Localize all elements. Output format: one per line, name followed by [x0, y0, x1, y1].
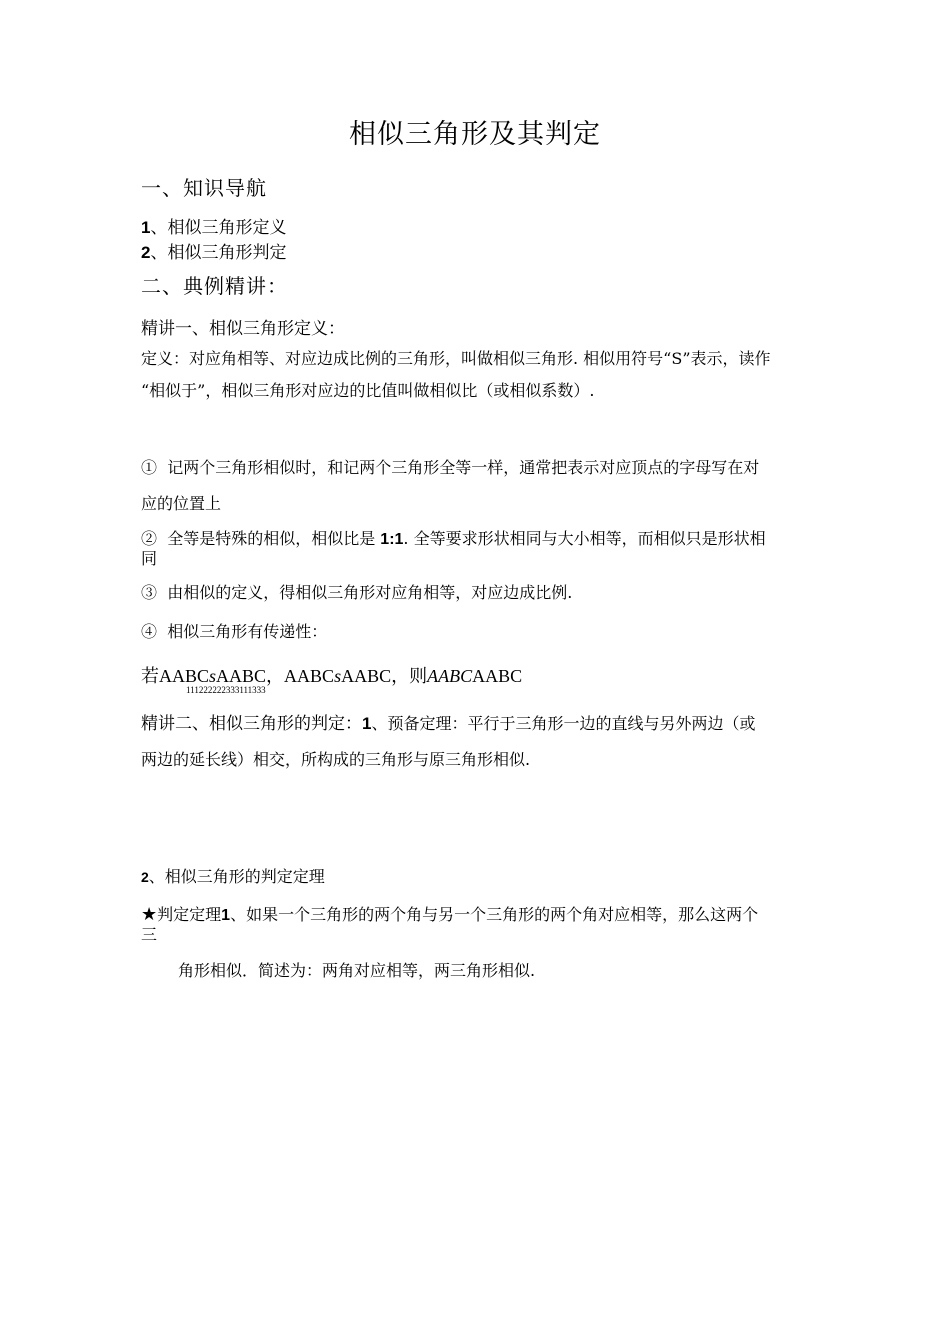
item-text: 、相似三角形判定 [150, 243, 287, 263]
note-marker: ③ [141, 583, 158, 602]
transitivity-formula: 若AABCsAABC，AABCsAABC，则AABCAABC [141, 666, 523, 686]
note-2-line-2: 同 [141, 549, 158, 568]
lecture2-heading: 精讲二、相似三角形的判定： [141, 714, 362, 734]
theorem-1-line-2: 角形相似．简述为：两角对应相等，两三角形相似. [178, 961, 536, 980]
list-item [141, 238, 286, 263]
formula-subscripts: 111222222333111333 [186, 685, 266, 695]
section-heading-examples: 二、典例精讲： [141, 274, 288, 298]
definition-line-1: 定义：对应角相等、对应边成比例的三角形，叫做相似三角形. 相似用符号“S”表示，读作 [141, 349, 771, 368]
lecture2-line-2: 两边的延长线）相交，所构成的三角形与原三角形相似. [141, 750, 531, 769]
item-number: 2 [141, 243, 151, 262]
note-marker: ④ [141, 622, 158, 641]
star-icon: ★ [141, 904, 158, 925]
lecture1-heading: 精讲一、相似三角形定义： [141, 319, 345, 339]
theorem-section-heading: 2、相似三角形的判定定理 [141, 867, 325, 886]
note-1-line-1: ① 记两个三角形相似时，和记两个三角形全等一样，通常把表示对应顶点的字母写在对 [141, 458, 760, 477]
section-heading-knowledge: 一、知识导航 [141, 176, 267, 200]
list-item [141, 213, 286, 238]
note-marker: ① [141, 458, 158, 477]
note-2-line-1: ② 全等是特殊的相似，相似比是 1:1. 全等要求形状相同与大小相等，而相似只是形状相 [141, 529, 766, 548]
ratio-value: 1:1 [380, 531, 404, 548]
note-marker: ② [141, 529, 158, 548]
theorem-1-line-1: ★判定定理1、如果一个三角形的两个角与另一个三角形的两个角对应相等，那么这两个 [141, 904, 759, 925]
note-1-line-2: 应的位置上 [141, 494, 222, 513]
item-number: 1 [141, 218, 151, 237]
item-text: 、相似三角形定义 [150, 218, 287, 238]
page-title: 相似三角形及其判定 [349, 119, 601, 150]
note-3: ③ 由相似的定义，得相似三角形对应角相等，对应边成比例. [141, 583, 573, 602]
similar-symbol: s [209, 666, 217, 686]
lecture2-line-1: 精讲二、相似三角形的判定：1、预备定理：平行于三角形一边的直线与另外两边（或 [141, 714, 756, 734]
note-4: ④ 相似三角形有传递性： [141, 622, 328, 641]
definition-line-2: “相似于”，相似三角形对应边的比值叫做相似比（或相似系数）. [141, 381, 595, 400]
theorem-1-line-1-wrap: 三 [141, 925, 158, 944]
similar-symbol: s [334, 666, 342, 686]
